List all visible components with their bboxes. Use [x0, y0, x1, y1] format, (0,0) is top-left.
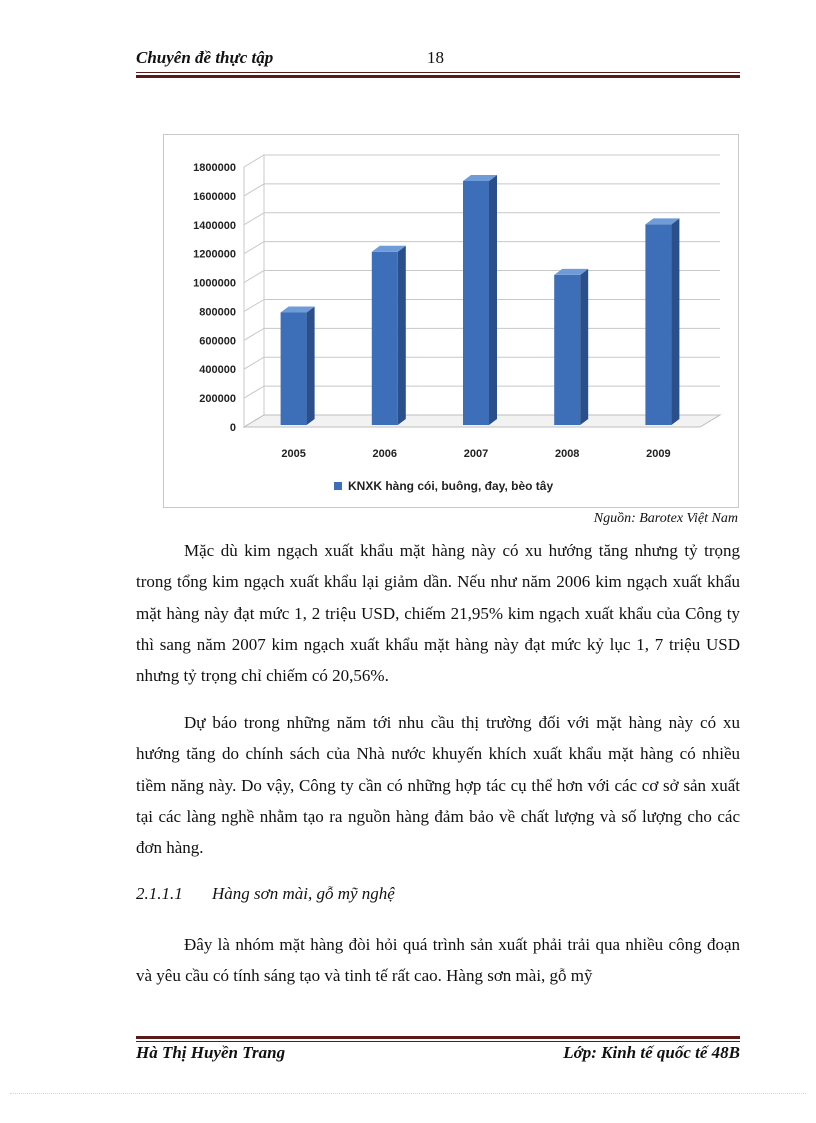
bar [463, 175, 497, 425]
bar-side [307, 306, 315, 425]
source-note: Nguồn: Barotex Việt Nam [593, 511, 738, 526]
legend-swatch [334, 482, 342, 490]
bar-side [489, 175, 497, 425]
bar-side [580, 269, 588, 425]
bar [281, 306, 315, 425]
y-tick-label: 800000 [199, 306, 236, 319]
legend-label: KNXK hàng cói, buông, đay, bèo tây [348, 479, 554, 493]
bar-front [281, 312, 307, 425]
y-tick-label: 1600000 [193, 190, 236, 203]
paragraph-1: Mặc dù kim ngạch xuất khẩu mặt hàng này có xu hướng tăng nhưng tỷ trọng trong tổng kim ngạch xuất khẩu lại giảm dần. Nếu như năm 2006 kim ngạch xuất khẩu mặt hàng này đạt mức 1, 2 triệu USD, chiếm 21,95% kim ngạch xuất khẩu của Công ty thì sang năm 2007 kim ngạch xuất khẩu mặt hàng này đạt mức kỷ lục 1, 7 triệu USD nhưng tỷ trọng chỉ chiếm có 20,56%. [136, 541, 740, 686]
y-tick-label: 600000 [199, 335, 236, 348]
x-category-label: 2005 [281, 448, 306, 460]
bar [554, 269, 588, 425]
header-rule-thin [136, 72, 740, 73]
bar-front [463, 181, 489, 425]
chart-legend [334, 479, 553, 493]
x-category-label: 2007 [463, 448, 489, 460]
y-tick-label: 200000 [199, 393, 236, 406]
y-tick-label: 1000000 [193, 277, 236, 290]
footer-class: Lớp: Kinh tế quốc tế 48B [563, 1043, 740, 1062]
x-axis-labels [281, 448, 670, 460]
x-category-label: 2006 [372, 448, 398, 460]
footer-rule-thick [136, 1036, 740, 1039]
footer-author: Hà Thị Huyền Trang [136, 1043, 286, 1062]
bar-side [398, 246, 406, 425]
page-number: 18 [427, 48, 444, 67]
header-rule-thick [136, 75, 740, 78]
gridline [244, 155, 720, 167]
paragraph-2: Dự báo trong những năm tới nhu cầu thị trường đối với mặt hàng này có xu hướng tăng do chính sách của Nhà nước khuyến khích xuất khẩu mặt hàng có nhiều tiềm năng này. Do vậy, Công ty cần có những hợp tác cụ thể hơn với các cơ sở sản xuất tại các làng nghề nhằm tạo ra nguồn hàng đảm bảo về chất lượng và số lượng cho các đơn hàng. [136, 713, 740, 858]
bar [372, 246, 406, 425]
paragraph-3: Đây là nhóm mặt hàng đòi hỏi quá trình sản xuất phải trải qua nhiều công đoạn và yêu cầu có tính sáng tạo và tinh tế rất cao. Hàng sơn mài, gỗ mỹ [136, 935, 740, 986]
section-title: Hàng sơn mài, gỗ mỹ nghệ [212, 884, 395, 903]
section-number: 2.1.1.1 [136, 884, 183, 903]
x-category-label: 2008 [554, 448, 580, 460]
y-tick-label: 400000 [199, 364, 236, 377]
y-tick-label: 0 [229, 422, 236, 434]
section-heading [136, 884, 395, 904]
y-tick-label: 1800000 [193, 162, 236, 174]
bar-chart [163, 134, 739, 508]
x-category-label: 2009 [646, 448, 671, 460]
bar [645, 218, 679, 425]
bar-side [671, 218, 679, 425]
footer-rule-thin [136, 1041, 740, 1042]
bar-chart-svg [164, 135, 738, 507]
bar-front [554, 275, 580, 425]
page-edge [10, 1093, 806, 1094]
y-tick-label: 1400000 [193, 219, 236, 232]
bar-front [372, 252, 398, 425]
y-axis-ticks [193, 162, 236, 434]
header-title: Chuyên đề thực tập [136, 48, 274, 67]
bar-front [645, 224, 671, 425]
y-tick-label: 1200000 [193, 248, 236, 261]
